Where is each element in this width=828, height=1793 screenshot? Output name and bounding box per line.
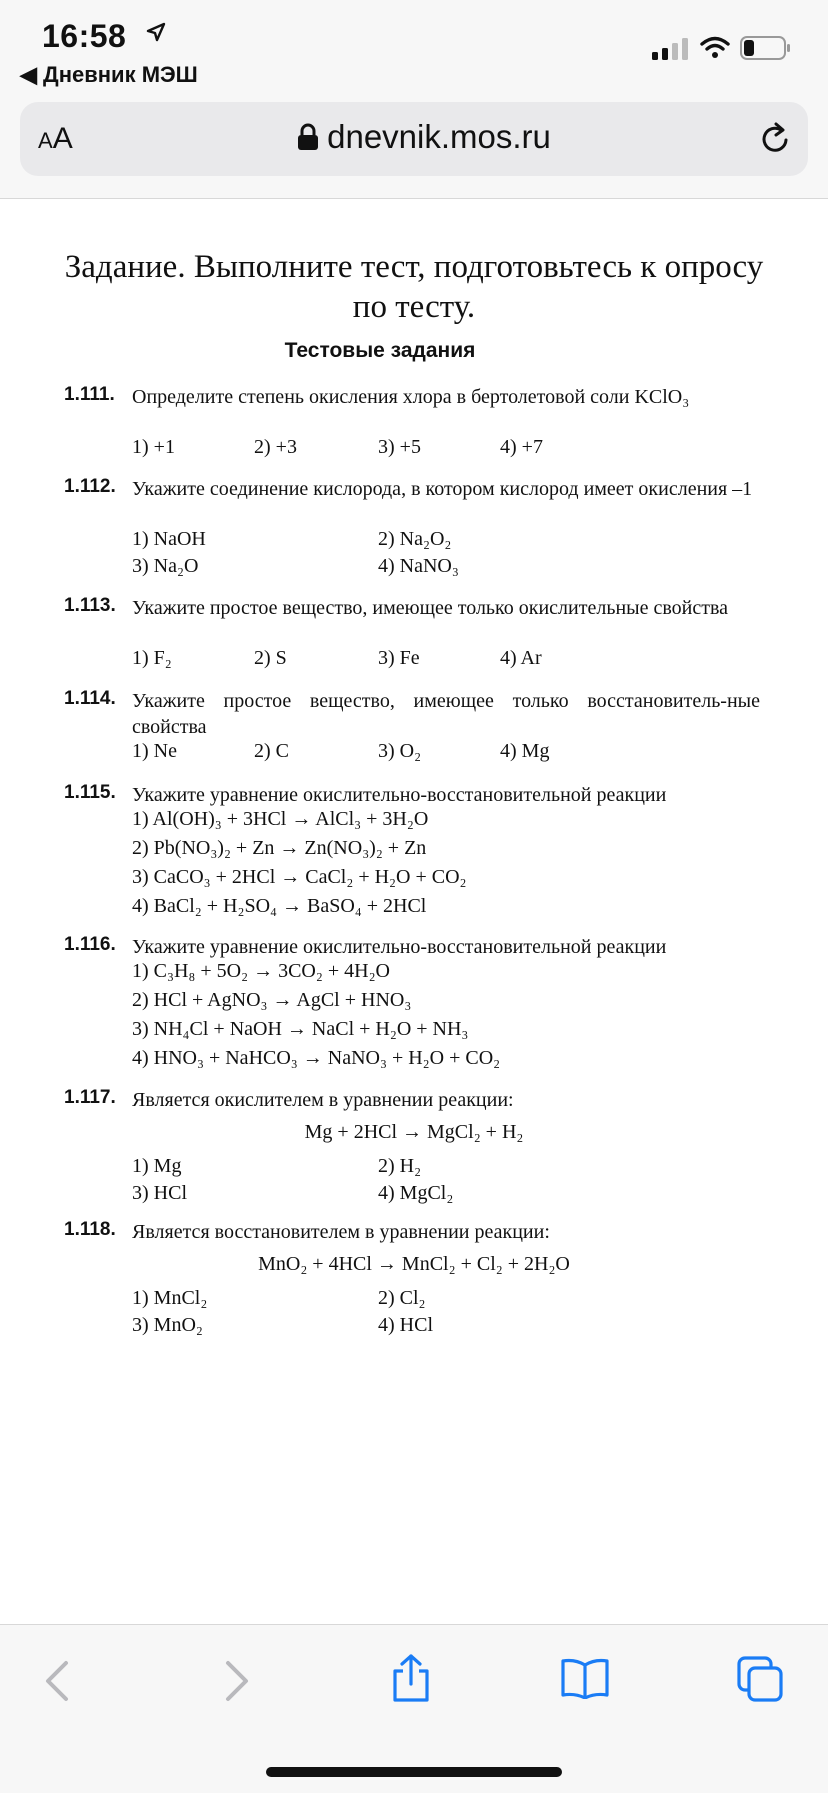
lock-icon [297, 123, 319, 151]
back-to-app-link[interactable]: ◀ Дневник МЭШ [20, 62, 198, 87]
option: 3) NH₄Cl + NaOH → NaCl + H₂O + NH₃ [132, 1018, 469, 1040]
option: 4) +7 [500, 436, 543, 458]
option: 2) +3 [254, 436, 297, 458]
assignment-heading: Задание. Выполните тест, подготовьтесь к опросу по тесту. [64, 249, 764, 325]
option: 4) HNO₃ + NaHCO₃ → NaNO₃ + H₂O + CO₂ [132, 1047, 501, 1069]
location-arrow-icon [146, 22, 166, 47]
option: 1) Mg [132, 1155, 182, 1177]
option: 4) HCl [378, 1314, 433, 1336]
option: 1) Ne [132, 740, 177, 762]
option: 3) O₂ [378, 740, 422, 762]
home-indicator[interactable] [266, 1767, 562, 1777]
reaction-equation: MnO₂ + 4HCl → MnCl₂ + Cl₂ + 2H₂O [258, 1253, 570, 1275]
cellular-signal-icon [652, 38, 690, 65]
reload-icon[interactable] [760, 122, 792, 161]
forward-chevron-icon[interactable] [222, 1659, 252, 1708]
option: 2) Cl₂ [378, 1287, 426, 1309]
option: 3) Fe [378, 647, 420, 669]
tabs-icon[interactable] [736, 1655, 784, 1708]
option: 3) Na₂O [132, 555, 199, 577]
option: 4) Ar [500, 647, 542, 669]
option: 1) NaOH [132, 528, 206, 550]
option: 1) MnCl₂ [132, 1287, 208, 1309]
bookmarks-icon[interactable] [560, 1657, 610, 1704]
option: 1) Al(OH)₃ + 3HCl → AlCl₃ + 3H₂O [132, 808, 429, 830]
reaction-equation: Mg + 2HCl → MgCl₂ + H₂ [304, 1121, 524, 1143]
wifi-icon [700, 36, 730, 65]
option: 1) +1 [132, 436, 175, 458]
option: 2) HCl + AgNO₃ → AgCl + HNO₃ [132, 989, 412, 1011]
option: 1) C₃H₈ + 5O₂ → 3CO₂ + 4H₂O [132, 960, 390, 982]
option: 2) C [254, 740, 289, 762]
section-title: Тестовые задания [284, 339, 476, 362]
status-time: 16:58 [42, 18, 127, 54]
document-page: Задание. Выполните тест, подготовьтесь к опросу по тесту. Тестовые задания 1.111. Определите степень окисления хлора в бертолетовой соли KClO₃ 1) +1 2) +3 3) +5 4) +7 1.112. Укажите соединение кислорода, в котором кислород имеет окисления –1 1) NaOH 2) Na₂O₂ 3) Na₂O 4) NaNO₃ 1.113. Укажите простое вещество, имеющее только окислительные свойства 1) F₂ 2) S 3) Fe 4) Ar 1.114. Укажите простое вещество, имеющее только восстановитель-ные свойства 1) Ne 2) C 3) O₂ 4) Mg 1.115. Укажите уравнение окислительно-восстановительной реакции 1) Al(OH)₃ + 3HCl → AlCl₃ + 3H₂O 2) Pb(NO₃)₂ + Zn → Zn(NO₃)₂ + Zn 3) CaCO₃ + 2HCl → CaCl₂ + H₂O + CO₂ 4) BaCl₂ + H₂SO₄ → BaSO₄ + 2HCl 1.116. Укажите уравнение окислительно-восстановительной реакции 1) C₃H₈ + 5O₂ → 3CO₂ + 4H₂O 2) HCl + AgNO₃ → AgCl + HNO₃ 3) NH₄Cl + NaOH → NaCl + H₂O + NH₃ 4) HNO₃ + NaHCO₃ → NaNO₃ + H₂O + CO₂ 1.117. Является окислителем в уравнении реакции: Mg + 2HCl → MgCl₂ + H₂ 1) Mg 2) H₂ 3) HCl 4) MgCl₂ 1.118. Является восстановителем в уравнении реакции: MnO₂ + 4HCl → MnCl₂ + Cl₂ + 2H₂O 1) MnCl₂ 2) Cl₂ 3) MnO₂ 4) HCl [0, 199, 828, 1624]
option: 2) S [254, 647, 287, 669]
option: 4) NaNO₃ [378, 555, 459, 577]
option: 4) Mg [500, 740, 550, 762]
option: 4) BaCl₂ + H₂SO₄ → BaSO₄ + 2HCl [132, 895, 427, 917]
address-bar[interactable] [20, 102, 808, 176]
status-bar [0, 0, 828, 90]
url-text[interactable]: dnevnik.mos.ru [20, 118, 808, 156]
option: 1) F₂ [132, 647, 172, 669]
option: 2) Na₂O₂ [378, 528, 452, 550]
battery-icon [740, 36, 792, 65]
option: 3) HCl [132, 1182, 187, 1204]
browser-toolbar [0, 90, 828, 199]
option: 3) MnO₂ [132, 1314, 203, 1336]
option: 3) CaCO₃ + 2HCl → CaCl₂ + H₂O + CO₂ [132, 866, 467, 888]
option: 2) Pb(NO₃)₂ + Zn → Zn(NO₃)₂ + Zn [132, 837, 427, 859]
option: 4) MgCl₂ [378, 1182, 454, 1204]
option: 3) +5 [378, 436, 421, 458]
reader-settings-button[interactable]: AA [38, 122, 73, 155]
back-chevron-icon[interactable] [42, 1659, 72, 1708]
share-icon[interactable] [390, 1653, 432, 1708]
browser-bottom-toolbar [0, 1624, 828, 1793]
option: 2) H₂ [378, 1155, 422, 1177]
